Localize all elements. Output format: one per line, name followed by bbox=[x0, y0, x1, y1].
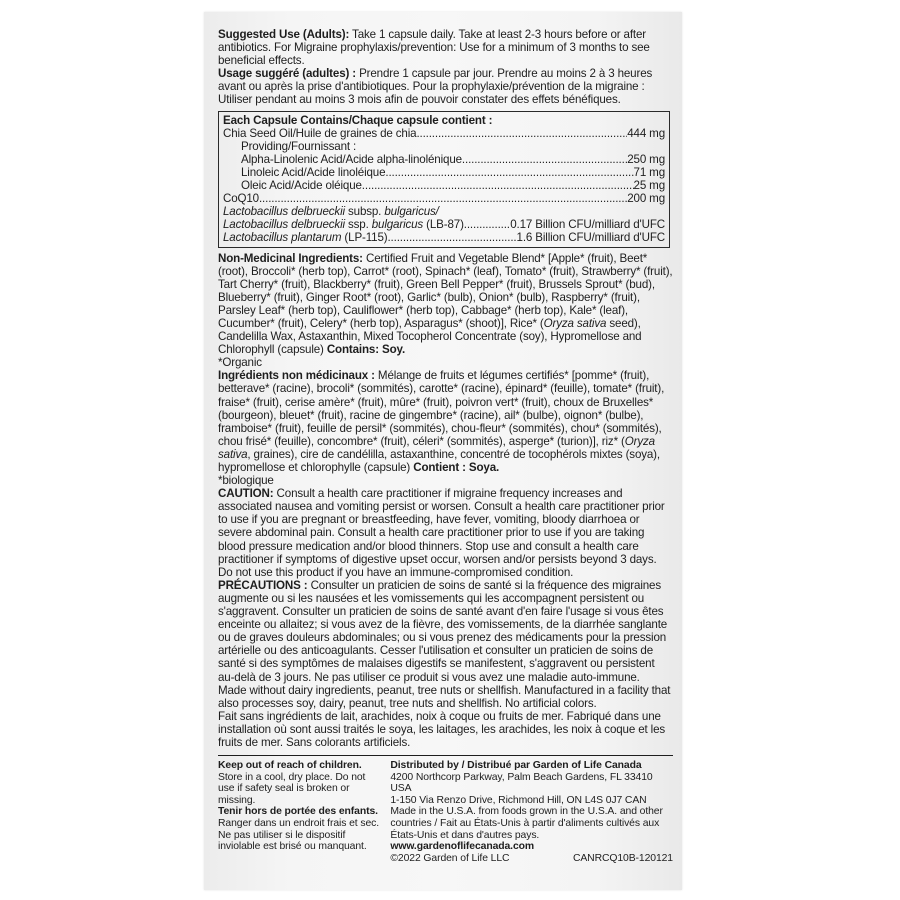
non-medicinal-ingredients: Non-Medicinal Ingredients: Certified Fruit and Vegetable Blend* [Apple* (fruit), Beet* (root), Broccoli* (herb top), Carrot* (root), Spinach* (leaf), Tomato* (fruit), Strawberry* (fruit), Tart Cherry* (fruit), Blackberry* (fruit), Green Bell Pepper* (fruit), Brussels Sprout* (bud), Blueberry* (fruit), Ginger Root* (root), Garlic* (bulb), Onion* (bulb), Raspberry* (fruit), Parsley Leaf* (herb top), Cauliflower* (herb top), Cabbage* (herb top), Kale* (leaf), Cucumber* (fruit), Celery* (herb top), Asparagus* (shoot)], Rice* (Oryza sativa seed), Candelilla Wax, Astaxanthin, Mixed Tocopherol Concentrate (soy), Hypromellose and Chlorophyll (capsule) Contains: Soy. bbox=[218, 251, 673, 357]
supplement-row: Providing/Fournissant : bbox=[241, 139, 357, 153]
suggested-use-fr bbox=[218, 67, 673, 106]
label-footer bbox=[218, 755, 673, 864]
storage-instructions: Store in a cool, dry place. Do not use if safety seal is broken or missing. bbox=[218, 771, 366, 806]
distributed-by: Distributed by / Distribué par Garden of Life Canada bbox=[390, 760, 642, 772]
allergen-statement-en: Made without dairy ingredients, peanut, tree nuts or shellfish. Manufactured in a facility that also processes soy, dairy, peanut, tree nuts and shellfish. No artificial colors. bbox=[218, 683, 671, 710]
supplement-row: Linoleic Acid/Acide linoléique ..... 71 mg bbox=[223, 166, 665, 179]
address-canada: 1-150 Via Renzo Drive, Richmond Hill, ON L4S 0J7 CAN bbox=[390, 794, 647, 806]
supplement-row: Oleic Acid/Acide oléique ..... 25 mg bbox=[223, 179, 665, 192]
supplement-row: Lactobacillus plantarum (LP-115) ..... 1.6 Billion CFU/milliard d'UFC bbox=[223, 231, 665, 244]
supplement-row: CoQ10 ..... 200 mg bbox=[223, 192, 665, 205]
keep-out-of-reach-fr: Tenir hors de portée des enfants. bbox=[218, 806, 378, 818]
supplement-row: Chia Seed Oil/Huile de graines de chia ..... 444 mg bbox=[223, 127, 665, 140]
label-content bbox=[218, 28, 673, 864]
precautions-text: PRÉCAUTIONS : Consulter un praticien de soins de santé si la fréquence des migraines augmente ou si les nausées et les vomissements qui les accompagnent persistent ou s'aggravent. Consulter un praticien de soins de santé avant d'en faire l'usage si vous êtes enceinte ou allaitez; si vous avez de la fièvre, des vomissements, de la diarrhée sanglante ou de graves douleurs abdominales; ou si vous prenez des médicaments pour la pression artérielle ou des anticoagulants. Cesser l'utilisation et consulter un praticien de soins de santé si des symptômes de malaises digestifs se manifestent, s'aggravent ou persistent au-delà de 3 jours. Ne pas utiliser ce produit si vous avez une maladie auto-immune. bbox=[218, 578, 668, 684]
distributor-info bbox=[380, 760, 673, 864]
suggested-use-label: Suggested Use (Adults): bbox=[218, 28, 350, 41]
supplement-row: Lactobacillus delbrueckii subsp. bulgaricus/ bbox=[223, 205, 439, 219]
non-medicinal-ingredients-fr: Ingrédients non médicinaux : Mélange de fruits et légumes certifiés* [pomme* (fruit), betterave* (racine), brocoli* (sommités), carotte* (racine), épinard* (feuille), tomate* (fruit), fraise* (fruit), cerise amère* (fruit), mûre* (fruit), poivron vert* (fruit), choux de Bruxelles* (bourgeon), bleuet* (fruit), racine de gingembre* (racine), ail* (bulbe), oignon* (bulbe), framboise* (fruit), feuille de persil* (sommités), chou-fleur* (sommités), chou* (sommités), chou frisé* (feuille), concombre* (fruit), céleri* (sommités), asperge* (turion)], riz* (Oryza sativa, graines), cire de candélilla, astaxanthine, concentré de tocophérols mixtes (soya), hypromellose et chlorophylle (capsule) Contient : Soya. bbox=[218, 369, 665, 474]
product-code: CANRCQ10B-120121 bbox=[572, 852, 673, 864]
made-in-statement: Made in the U.S.A. from foods grown in the U.S.A. and other countries / Fait au États-Unis à partir d'aliments cultivés aux États-Unis et dans d'autres pays. www.gardenoflifecanada.com bbox=[390, 806, 663, 853]
supplement-row: Lactobacillus delbrueckii ssp. bulgaricus (LB-87) ..... 0.17 Billion CFU/milliard d'UFC bbox=[223, 218, 665, 231]
storage-instructions-fr: Ranger dans un endroit frais et sec. Ne pas utiliser si le dispositif inviolable est brisé ou manquant. bbox=[218, 818, 380, 853]
allergen-statement-fr: Fait sans ingrédients de lait, arachides, noix à coque ou fruits de mer. Fabriqué dans une installation où sont aussi traités le soya, les laitages, les arachides, les noix à coque et les fruits de mer. Sans colorants artificiels. bbox=[218, 709, 666, 749]
suggested-use-en bbox=[218, 28, 673, 67]
suggested-use-fr-label: Usage suggéré (adultes) : bbox=[218, 67, 356, 81]
website-link[interactable]: www.gardenoflifecanada.com bbox=[390, 841, 535, 853]
supplement-facts-box bbox=[218, 111, 670, 248]
keep-out-of-reach: Keep out of reach of children. bbox=[218, 760, 362, 772]
organic-note-fr: *biologique bbox=[218, 474, 274, 488]
storage-warnings bbox=[218, 760, 380, 864]
organic-note: *Organic bbox=[218, 356, 262, 370]
address-us: 4200 Northcorp Parkway, Palm Beach Gardens, FL 33410 USA bbox=[390, 771, 653, 795]
copyright-row bbox=[390, 853, 673, 865]
supplement-box-header: Each Capsule Contains/Chaque capsule contient : bbox=[223, 113, 493, 127]
supplement-row: Alpha-Linolenic Acid/Acide alpha-linolénique ..... 250 mg bbox=[223, 153, 665, 166]
suggested-use-fr-text: Prendre 1 capsule par jour. Prendre au moins 2 à 3 heures avant ou après la prise d'antibiotiques. Pour la prophylaxie/prévention de la migraine : Utiliser pendant au moins 3 mois afin de pouvoir constater des effets bénéfiques. bbox=[218, 67, 653, 107]
suggested-use-text: Take 1 capsule daily. Take at least 2-3 hours before or after antibiotics. For Migraine prophylaxis/prevention: Use for a minimum of 3 months to see beneficial effects. bbox=[218, 28, 650, 68]
caution-text: CAUTION: Consult a health care practitioner if migraine frequency increases and associated nausea and vomiting persist or worsen. Consult a health care practitioner prior to use if you are pregnant or breastfeeding, have fever, vomiting, bloody diarrhoea or severe abdominal pain. Consult a health care practitioner prior to use if you are taking blood pressure medication and/or blood thinners. Stop use and consult a health care practitioner if symptoms of digestive upset occur, worsen and/or persists beyond 3 days. Do not use this product if you have an immune-compromised condition. bbox=[218, 487, 665, 579]
copyright: ©2022 Garden of Life LLC bbox=[390, 852, 510, 864]
